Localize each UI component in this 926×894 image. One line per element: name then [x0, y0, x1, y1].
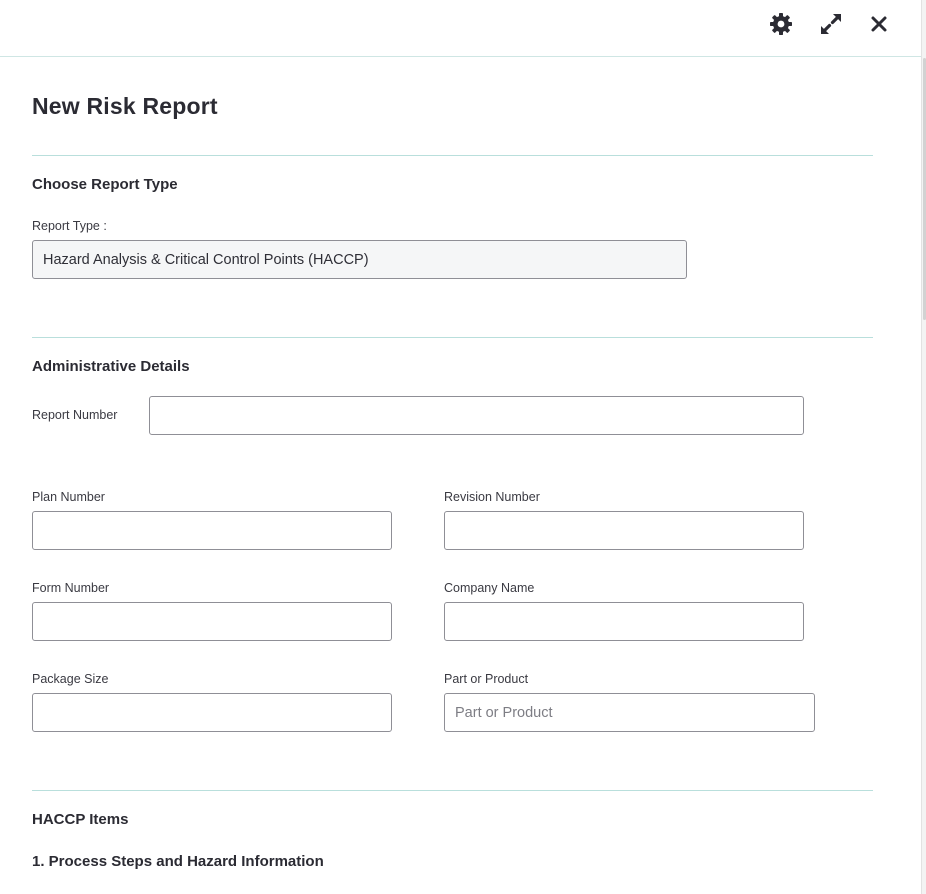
part-or-product-label: Part or Product	[444, 672, 529, 686]
close-icon[interactable]	[865, 10, 893, 38]
part-or-product-input[interactable]	[444, 693, 815, 732]
page-title: New Risk Report	[32, 93, 218, 119]
section-title-process-steps: 1. Process Steps and Hazard Information	[32, 853, 324, 870]
section-title-haccp-items: HACCP Items	[32, 811, 129, 828]
modal-header	[0, 0, 921, 57]
form-number-input[interactable]	[32, 602, 392, 641]
report-number-input[interactable]	[149, 396, 804, 435]
report-type-label: Report Type :	[32, 219, 107, 233]
settings-gear-icon[interactable]	[767, 10, 795, 38]
plan-number-input[interactable]	[32, 511, 392, 550]
report-number-label: Report Number	[32, 408, 118, 422]
company-name-input[interactable]	[444, 602, 804, 641]
plan-number-label: Plan Number	[32, 490, 105, 504]
section-divider	[32, 337, 873, 338]
section-title-administrative-details: Administrative Details	[32, 358, 190, 375]
section-title-report-type: Choose Report Type	[32, 176, 178, 193]
expand-icon[interactable]	[817, 10, 845, 38]
company-name-label: Company Name	[444, 581, 535, 595]
revision-number-label: Revision Number	[444, 490, 540, 504]
form-number-label: Form Number	[32, 581, 110, 595]
package-size-label: Package Size	[32, 672, 109, 686]
report-type-field[interactable]	[32, 240, 687, 279]
section-divider	[32, 155, 873, 156]
section-divider	[32, 790, 873, 791]
report-type-value: Hazard Analysis & Critical Control Points (HACCP)	[43, 251, 369, 268]
revision-number-input[interactable]	[444, 511, 804, 550]
package-size-input[interactable]	[32, 693, 392, 732]
